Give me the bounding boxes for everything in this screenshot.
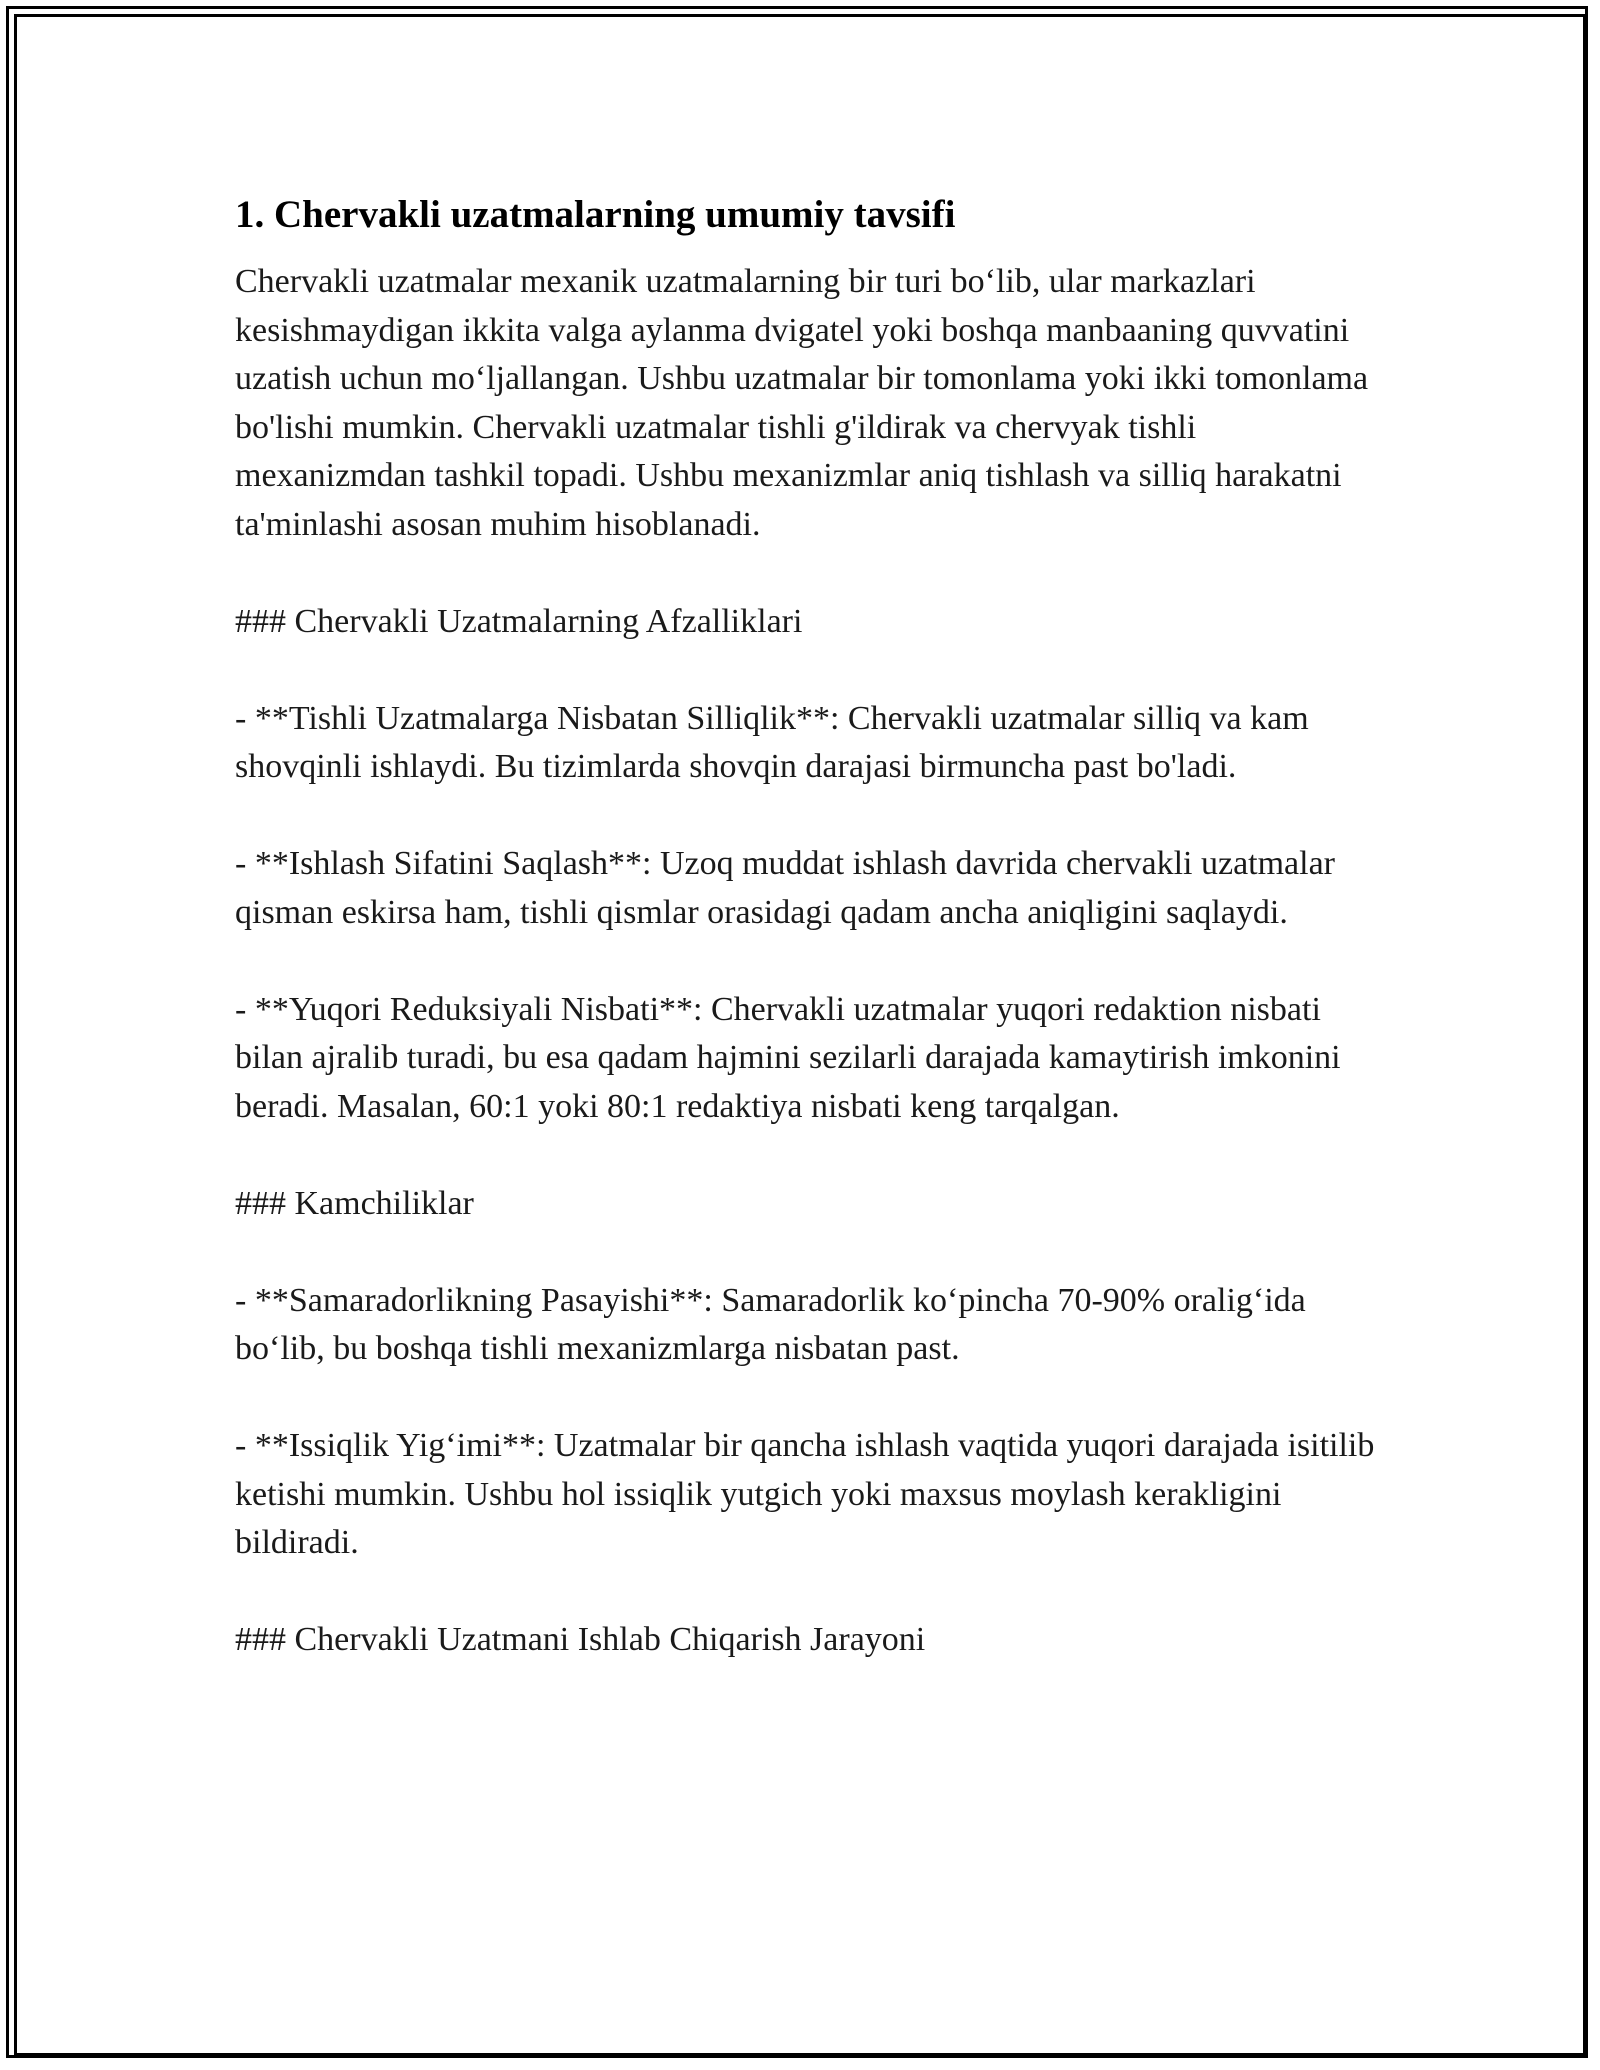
section-title: 1. Chervakli uzatmalarning umumiy tavsifi: [235, 193, 956, 236]
disadvantage-heat: - **Issiqlik Yig‘imi**: Uzatmalar bir qancha ishlash vaqtida yuqori darajada isitilib ketishi mumkin. Ushbu hol issiqlik yutgich yoki maxsus moylash kerakligini bildiradi.: [235, 1427, 1375, 1561]
advantage-reduction-ratio: - **Yuqori Reduksiyali Nisbati**: Chervakli uzatmalar yuqori redaktion nisbati bilan ajralib turadi, bu esa qadam hajmini sezilarli darajada kamaytirish imkonini beradi. Masalan, 60:1 yoki 80:1 redaktiya nisbati keng tarqalgan.: [235, 990, 1341, 1125]
heading-manufacturing: ### Chervakli Uzatmani Ishlab Chiqarish Jarayoni: [235, 1621, 926, 1658]
paragraph-intro: Chervakli uzatmalar mexanik uzatmalarning bir turi bo‘lib, ular markazlari kesishmaydigan ikkita valga aylanma dvigatel yoki boshqa manbaaning quvvatini uzatish uchun mo‘ljallangan. Ushbu uzatmalar bir tomonlama yoki ikki tomonlama bo'lishi mumkin. Chervakli uzatmalar tishli g'ildirak va chervyak tishli mexanizmdan tashkil topadi. Ushbu mexanizmlar aniq tishlash va silliq harakatni ta'minlashi asosan muhim hisoblanadi.: [235, 263, 1369, 543]
disadvantage-efficiency: - **Samaradorlikning Pasayishi**: Samaradorlik ko‘pincha 70-90% oralig‘ida bo‘lib, bu boshqa tishli mexanizmlarga nisbatan past.: [235, 1281, 1306, 1367]
advantage-smoothness: - **Tishli Uzatmalarga Nisbatan Silliqlik**: Chervakli uzatmalar silliq va kam shovqinli ishlaydi. Bu tizimlarda shovqin darajasi birmuncha past bo'ladi.: [235, 699, 1309, 785]
heading-advantages: ### Chervakli Uzatmalarning Afzalliklari: [235, 602, 803, 640]
heading-disadvantages: ### Kamchiliklar: [235, 1184, 474, 1222]
document-body: [235, 190, 1375, 1713]
advantage-quality: - **Ishlash Sifatini Saqlash**: Uzoq muddat ishlash davrida chervakli uzatmalar qisman eskirsa ham, tishli qismlar orasidagi qadam ancha aniqligini saqlaydi.: [235, 845, 1336, 931]
